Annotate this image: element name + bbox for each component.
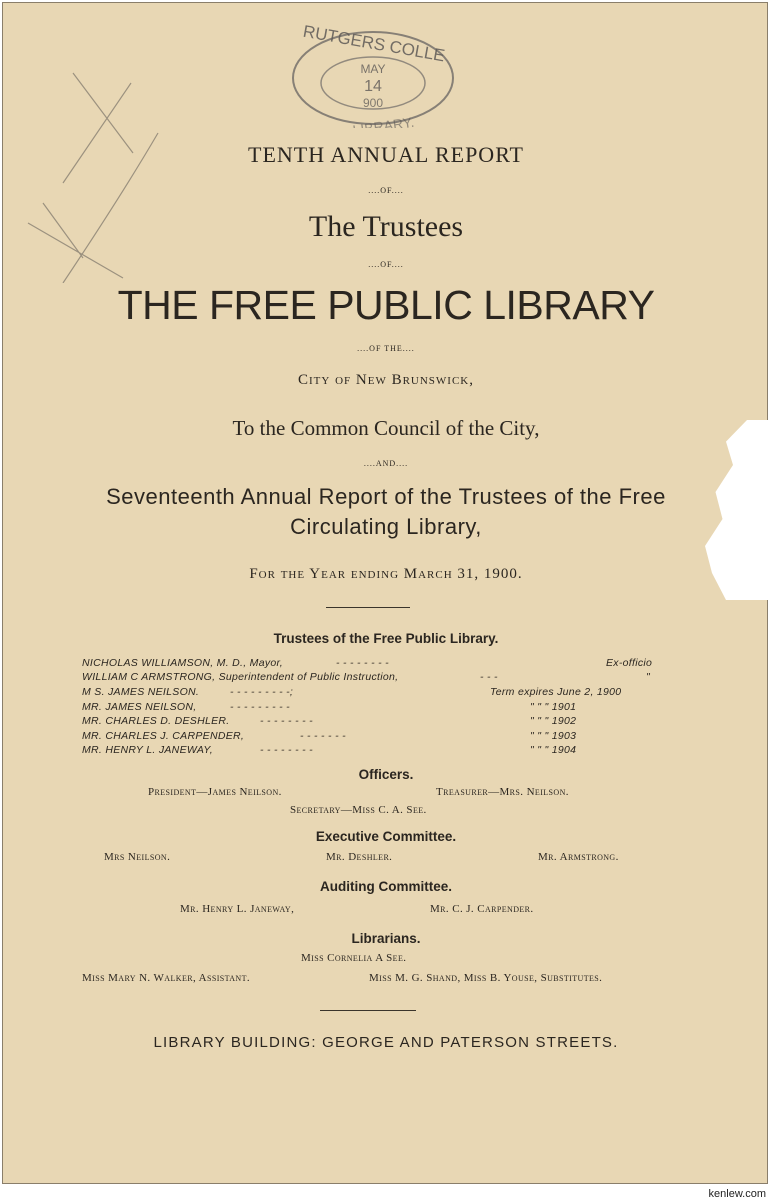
auditing-member: Mr. Henry L. Janeway, [180,903,295,915]
auditing-member: Mr. C. J. Carpender. [430,903,534,915]
library-stamp [288,23,458,128]
executive-member: Mr. Armstrong. [538,851,619,863]
trustee-term: Term expires June 2, 1900 [490,686,622,698]
officer-president: President—James Neilson. [148,786,282,798]
trustee-name: NICHOLAS WILLIAMSON, M. D., Mayor, [82,657,283,669]
svg-text:RUTGERS COLLE: RUTGERS COLLE [301,23,447,66]
trustee-dashes: - - - - - - - - -; [230,686,294,698]
trustee-term: " " " 1904 [530,744,577,756]
title-line-6a: Seventeenth Annual Report of the Trustees of the Free [106,484,666,509]
officer-secretary: Secretary—Miss C. A. See. [290,804,427,816]
trustee-name: M S. JAMES NEILSON. [82,686,200,698]
title-line-1: TENTH ANNUAL REPORT [248,142,524,167]
trustee-dashes: - - - [480,671,498,683]
trustees-heading: Trustees of the Free Public Library. [273,631,499,646]
trustee-name: MR. CHARLES J. CARPENDER, [82,730,245,742]
trustee-name: MR. JAMES NEILSON, [82,701,197,713]
svg-text:MAY: MAY [360,62,386,76]
trustee-dashes: - - - - - - - - [336,657,389,669]
auditing-heading: Auditing Committee. [320,879,452,894]
title-line-7: For the Year ending March 31, 1900. [249,566,523,582]
svg-text:14: 14 [364,78,382,95]
trustee-term: Ex-officio [606,657,653,669]
library-building-address: LIBRARY BUILDING: GEORGE AND PATERSON STREETS. [153,1034,619,1051]
watermark: kenlew.com [708,1188,766,1200]
trustee-dashes: - - - - - - - - - [230,701,290,713]
title-line-5: To the Common Council of the City, [232,416,540,440]
title-line-2: The Trustees [308,210,464,243]
librarian: Miss Cornelia A See. [301,952,407,964]
officers-heading: Officers. [358,767,414,782]
svg-text:LIBRARY.: LIBRARY. [351,113,416,128]
title-line-3: THE FREE PUBLIC LIBRARY [117,282,655,328]
title-and: ....AND.... [363,459,409,468]
title-line-6b: Circulating Library, [290,514,482,539]
executive-member: Mr. Deshler. [326,851,393,863]
trustee-dashes: - - - - - - - - [260,744,313,756]
officer-treasurer: Treasurer—Mrs. Neilson. [436,786,569,798]
title-of-3: ....OF THE.... [357,344,415,353]
trustee-dashes: - - - - - - - - [260,715,313,727]
title-line-4: City of New Brunswick, [298,372,474,388]
librarian: Miss M. G. Shand, Miss B. Youse, Substitutes. [369,972,603,984]
trustee-term: " [646,671,651,683]
title-of-2: ....OF.... [368,260,404,269]
executive-member: Mrs Neilson. [104,851,171,863]
svg-text:900: 900 [362,96,384,110]
trustee-term: " " " 1903 [530,730,577,742]
trustee-dashes: - - - - - - - [300,730,346,742]
divider-rule [320,1010,416,1011]
librarians-heading: Librarians. [351,931,421,946]
executive-heading: Executive Committee. [315,829,457,844]
title-of-1: ....OF.... [368,186,404,195]
trustee-name: MR. CHARLES D. DESHLER. [82,715,230,727]
trustee-term: " " " 1901 [530,701,577,713]
trustee-name: MR. HENRY L. JANEWAY, [82,744,213,756]
trustee-term: " " " 1902 [530,715,577,727]
librarian: Miss Mary N. Walker, Assistant. [82,972,251,984]
document-page [2,2,768,1184]
trustee-name: WILLIAM C ARMSTRONG, Superintendent of Public Instruction, [82,671,399,683]
divider-rule [326,607,410,608]
